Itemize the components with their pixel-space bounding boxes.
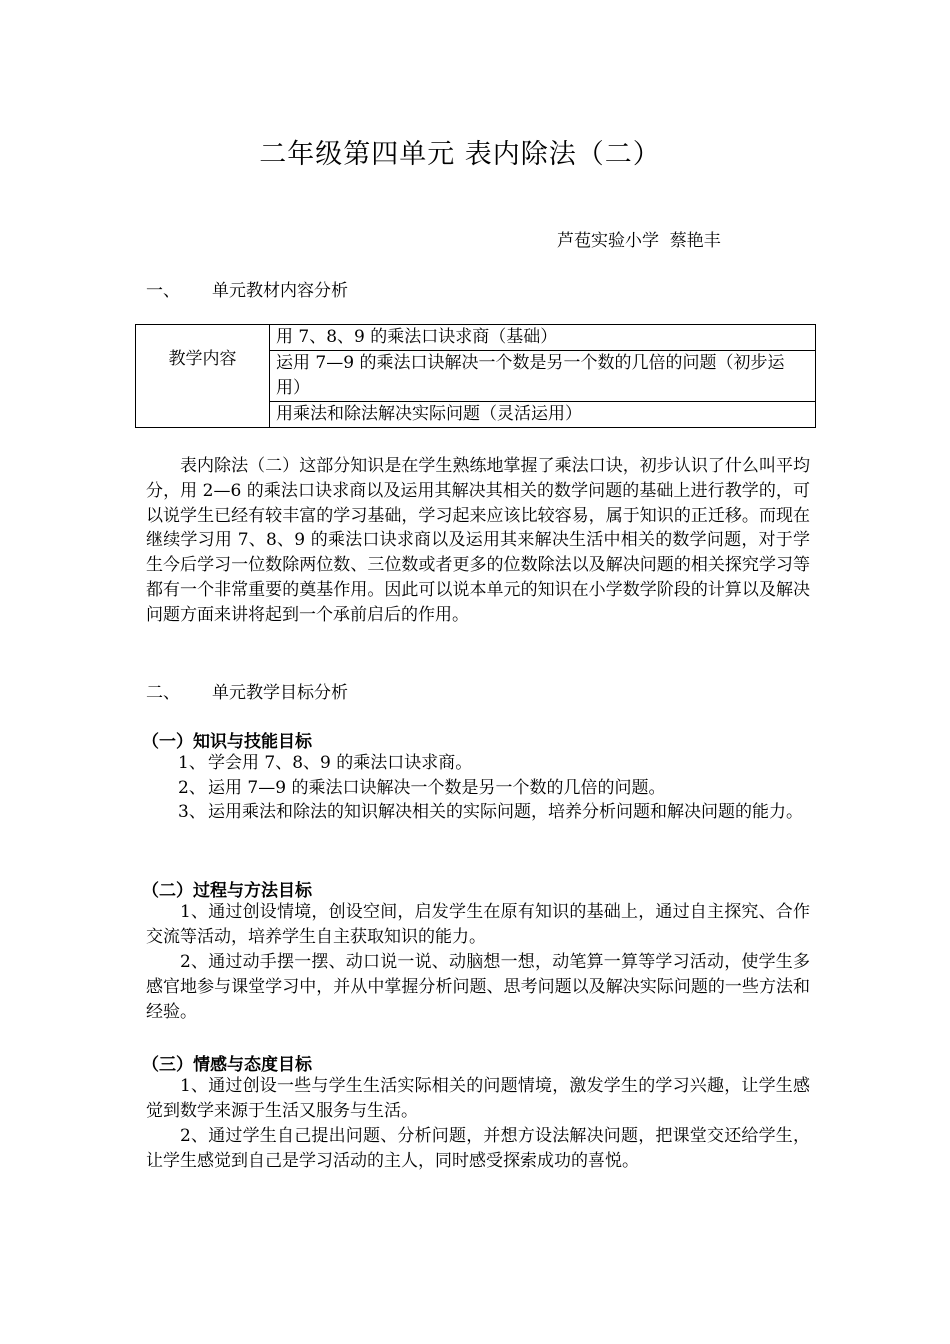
section-title: 单元教材内容分析 <box>212 281 348 301</box>
attitude-paragraph-1: 1、通过创设一些与学生生活实际相关的问题情境，激发学生的学习兴趣，让学生感觉到数学来源于生活又服务与生活。 <box>146 1076 810 1121</box>
process-paragraph-1: 1、通过创设情境，创设空间，启发学生在原有知识的基础上，通过自主探究、合作交流等活动，培养学生自主获取知识的能力。 <box>146 902 810 947</box>
goal-heading-process: （二）过程与方法目标 <box>142 881 312 901</box>
author-line: 芦苞实验小学 蔡艳丰 <box>557 231 721 251</box>
list-item <box>178 776 810 801</box>
table-row <box>136 325 816 351</box>
table-cell: 用 7、8、9 的乘法口诀求商（基础） <box>270 325 816 351</box>
section-number: 二、 <box>146 683 180 703</box>
table-cell: 运用 7—9 的乘法口诀解决一个数是另一个数的几倍的问题（初步运用） <box>270 351 816 402</box>
section-heading-2 <box>146 678 348 703</box>
list-number: 2、 <box>178 778 206 798</box>
list-text: 运用 7—9 的乘法口诀解决一个数是另一个数的几倍的问题。 <box>208 778 666 798</box>
section-heading-1 <box>146 276 348 301</box>
list-text: 运用乘法和除法的知识解决相关的实际问题，培养分析问题和解决问题的能力。 <box>208 802 803 822</box>
list-item <box>178 751 810 776</box>
section-title: 单元教学目标分析 <box>212 683 348 703</box>
list-number: 3、 <box>178 802 206 822</box>
list-text: 学会用 7、8、9 的乘法口诀求商。 <box>208 753 473 773</box>
table-label-cell: 教学内容 <box>136 325 270 428</box>
section-number: 一、 <box>146 281 180 301</box>
goal-heading-attitude: （三）情感与态度目标 <box>142 1055 312 1075</box>
process-paragraph-2: 2、通过动手摆一摆、动口说一说、动脑想一想，动笔算一算等学习活动，使学生多感官地参与课堂学习中，并从中掌握分析问题、思考问题以及解决实际问题的一些方法和经验。 <box>146 952 810 1022</box>
document-title: 二年级第四单元 表内除法（二） <box>259 139 661 170</box>
analysis-paragraph: 表内除法（二）这部分知识是在学生熟练地掌握了乘法口诀，初步认识了什么叫平均分，用 2—6 的乘法口诀求商以及运用其解决其相关的数学问题的基础上进行教学的，可以说学生已经有较丰富的学习基础，学习起来应该比较容易，属于知识的正迁移。而现在继续学习用 7、8、9 的乘法口诀求商以及运用其来解决生活中相关的数学问题，对于学生今后学习一位数除两位数、三位数或者更多的位数除法以及解决问题的相关探究学习等都有一个非常重要的奠基作用。因此可以说本单元的知识在小学数学阶段的计算以及解决问题方面来讲将起到一个承前启后的作用。 <box>146 456 810 625</box>
teaching-content-table <box>135 324 816 428</box>
attitude-paragraph-2: 2、通过学生自己提出问题、分析问题，并想方设法解决问题，把课堂交还给学生，让学生感觉到自己是学习活动的主人，同时感受探索成功的喜悦。 <box>146 1126 810 1171</box>
list-number: 1、 <box>178 753 206 773</box>
list-item <box>178 800 810 825</box>
table-cell: 用乘法和除法解决实际问题（灵活运用） <box>270 402 816 428</box>
goal-heading-knowledge: （一）知识与技能目标 <box>142 732 312 752</box>
